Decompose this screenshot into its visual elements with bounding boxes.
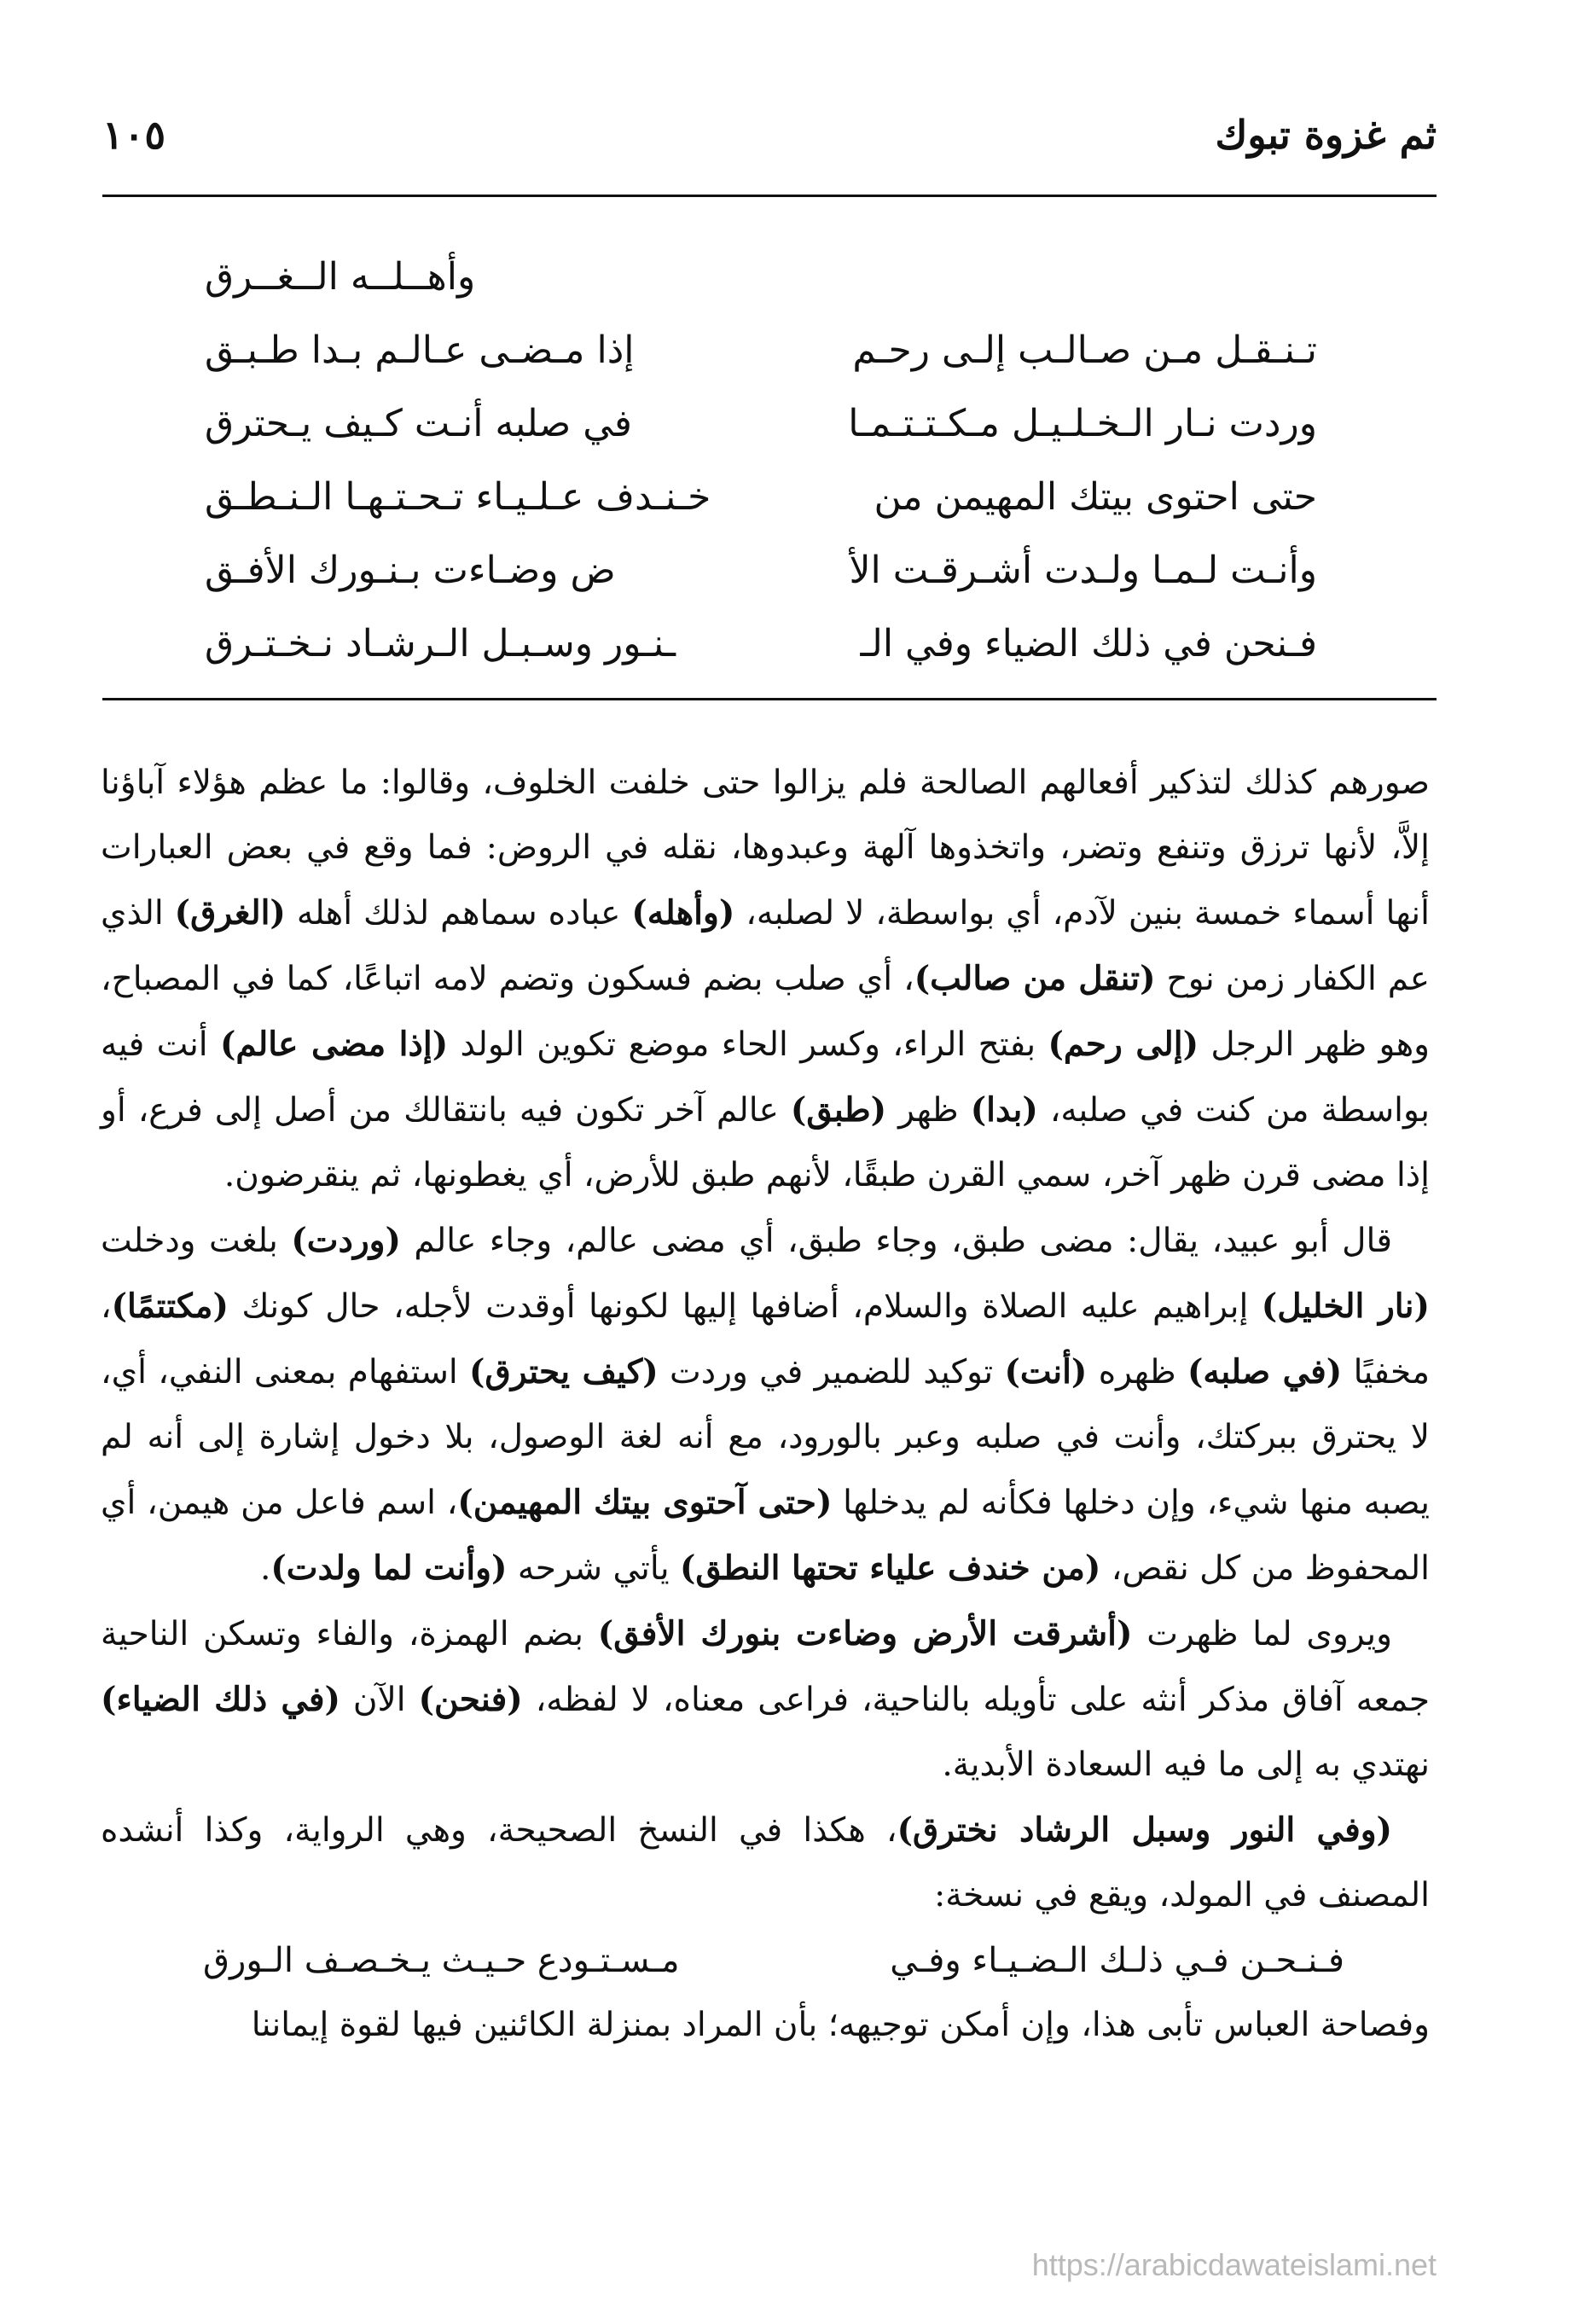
text-run: قال أبو عبيد، يقال: مضى طبق، وجاء طبق، أي مضى عالم، وجاء عالم — [400, 1222, 1392, 1260]
poem-hemistich: وردت نـار الـخـلـيـل مـكـتـتـمـا — [848, 402, 1317, 445]
poem-divider — [102, 698, 1437, 700]
quoted-term: (وردت) — [291, 1221, 401, 1260]
poem-hemistich: فـنـحـن فـي ذلـك الـضـيـاء وفـي — [890, 1941, 1344, 1980]
quoted-term: (إلى رحم) — [1048, 1025, 1199, 1064]
quoted-term: (وفي النور وسبل الرشاد نخترق) — [897, 1810, 1392, 1850]
quoted-term: (مكتتمًا) — [111, 1287, 229, 1326]
quoted-term: (طبق) — [790, 1090, 887, 1130]
poem-block — [205, 241, 1317, 681]
text-run: يأتي شرحه — [507, 1549, 680, 1588]
text-run: الآن — [340, 1681, 419, 1719]
quoted-term: (إذا مضى عالم) — [219, 1025, 449, 1064]
quoted-term: (نار الخليل) — [1261, 1287, 1430, 1326]
poem-hemistich: حتى احتوى بيتك المهيمن من — [874, 475, 1317, 519]
poem-hemistich: وأهــلــه الــغــرق — [205, 255, 476, 299]
text-run: ، مخفيًا — [101, 1287, 1431, 1391]
text-run: صورهم كذلك لتذكير أفعالهم الصالحة فلم يزالوا حتى خلفت الخلوف، وقالوا: ما عظم هؤلاء آباؤنا إلاَّ، لأنها ترزق وتنفع وتضر، واتخذوها آلهة وعبدوها، نقله في الروض: فما وقع في بعض العبارات أنها أسماء خمسة بنين لآدم، أي بواسطة، لا لصلبه، — [101, 764, 1430, 933]
text-run: ، هكذا في النسخ الصحيحة، وهي الرواية، وكذا أنشده المصنف في المولد، ويقع في نسخة: — [101, 1811, 1430, 1914]
text-run: ، اسم فاعل من هيمن، أي المحفوظ من كل نقص، — [101, 1484, 1430, 1588]
poem-line — [205, 461, 1317, 534]
poem-hemistich: ـنـور وسـبـل الـرشـاد نـخـتـرق — [205, 622, 676, 665]
text-run: استفهام بمعنى النفي، أي، لا يحترق ببركتك، وأنت في صلبه وعبر بالورود، مع أنه لغة الوصول، بلا دخول إشارة إلى أنه لم يصبه منها شيء، وإن دخلها فكأنه لم يدخلها — [101, 1353, 1431, 1522]
poem-line — [205, 387, 1317, 461]
poem-hemistich: تـنـقـل مـن صـالـب إلـى رحـم — [852, 328, 1317, 372]
text-run: بفتح الراء، وكسر الحاء موضع تكوين الولد — [448, 1025, 1048, 1064]
quoted-term: (أشرقت الأرض وضاءت بنورك الأفق) — [597, 1614, 1133, 1653]
text-run: ، أي صلب بضم فسكون وتضم لامه اتباعًا، كما في المصباح، وهو ظهر الرجل — [101, 960, 1430, 1064]
poem-line — [205, 314, 1317, 387]
page-header — [102, 101, 1437, 169]
quoted-term: (الغرق) — [174, 893, 286, 933]
text-run: بضم الهمزة، والفاء وتسكن الناحية جمعه آفاق مذكر أنثه على تأويله بالناحية، فراعى معناه، لا لفظه، — [101, 1615, 1430, 1719]
text-run: عالم آخر تكون فيه بانتقالك من أصل إلى فرع، أو إذا مضى قرن ظهر آخر، سمي القرن طبقًا، لأنهم طبق للأرض، أي يغطونها، ثم ينقرضون. — [101, 1091, 1430, 1194]
text-run: إبراهيم عليه الصلاة والسلام، أضافها إليها لكونها أوقدت لأجله، حال كونك — [228, 1287, 1262, 1326]
watermark-url: https://arabicdawateislami.net — [1031, 2247, 1437, 2282]
header-divider — [102, 195, 1437, 197]
quoted-term: (في صلبه) — [1187, 1352, 1343, 1391]
text-run: توكيد للضمير في وردت — [658, 1353, 1005, 1391]
quoted-term: (تنقل من صالب) — [914, 959, 1156, 998]
poem-line — [205, 241, 1317, 314]
poem-hemistich: وأنـت لـمـا ولـدت أشـرقـت الأ — [849, 549, 1317, 592]
poem-hemistich: فـنحن في ذلك الضياء وفي الـ — [860, 622, 1317, 665]
page-number: ١٠٥ — [102, 112, 166, 158]
poem-line — [205, 534, 1317, 607]
text-run: أنت فيه بواسطة من كنت في صلبه، — [101, 1025, 1430, 1130]
commentary-text — [101, 751, 1430, 2058]
text-run: ويروى لما ظهرت — [1132, 1615, 1392, 1653]
quoted-term: (كيف يحترق) — [469, 1352, 659, 1391]
text-run: ظهره — [1087, 1353, 1187, 1391]
quoted-term: (وأنت لما ولدت) — [270, 1548, 508, 1588]
chapter-title: ثم غزوة تبوك — [1215, 112, 1437, 158]
poem-hemistich: في صلبه أنـت كـيف يـحترق — [205, 402, 632, 445]
inline-verse — [101, 1928, 1344, 1993]
quoted-term: (بدا) — [970, 1090, 1038, 1130]
quoted-term: (فنحن) — [418, 1680, 523, 1719]
text-run: عباده سماهم لذلك أهله — [285, 894, 632, 933]
poem-hemistich: مـسـتـودع حـيـث يـخـصـف الـورق — [203, 1941, 680, 1980]
quoted-term: (أنت) — [1004, 1352, 1088, 1391]
poem-hemistich: ض وضـاءت بـنـورك الأفـق — [205, 549, 616, 592]
poem-line — [205, 607, 1317, 681]
paragraph-2 — [101, 1208, 1430, 1601]
paragraph-4 — [101, 1798, 1430, 1928]
quoted-term: (من خندف علياء تحتها النطق) — [679, 1548, 1101, 1588]
text-run: نهتدي به إلى ما فيه السعادة الأبدية. — [942, 1746, 1430, 1784]
text-run: ظهر — [886, 1091, 971, 1130]
quoted-term: (في ذلك الضياء) — [101, 1680, 340, 1719]
poem-hemistich: خـنـدف عـلـيـاء تـحـتـهـا الـنـطـق — [205, 475, 711, 519]
text-run: الذي عم الكفار زمن نوح — [101, 894, 1430, 998]
quoted-term: (وأهله) — [631, 893, 735, 933]
poem-hemistich: إذا مـضـى عـالـم بـدا طـبـق — [205, 328, 635, 372]
text-run: . — [259, 1549, 271, 1588]
text-run: بلغت ودخلت — [101, 1222, 292, 1260]
quoted-term: (حتى آحتوى بيتك المهيمن) — [457, 1483, 833, 1522]
paragraph-5: وفصاحة العباس تأبى هذا، وإن أمكن توجيهه؛ بأن المراد بمنزلة الكائنين فيها لقوة إيماننا — [251, 2006, 1430, 2044]
paragraph-3 — [101, 1601, 1430, 1798]
paragraph-1 — [101, 751, 1430, 1208]
